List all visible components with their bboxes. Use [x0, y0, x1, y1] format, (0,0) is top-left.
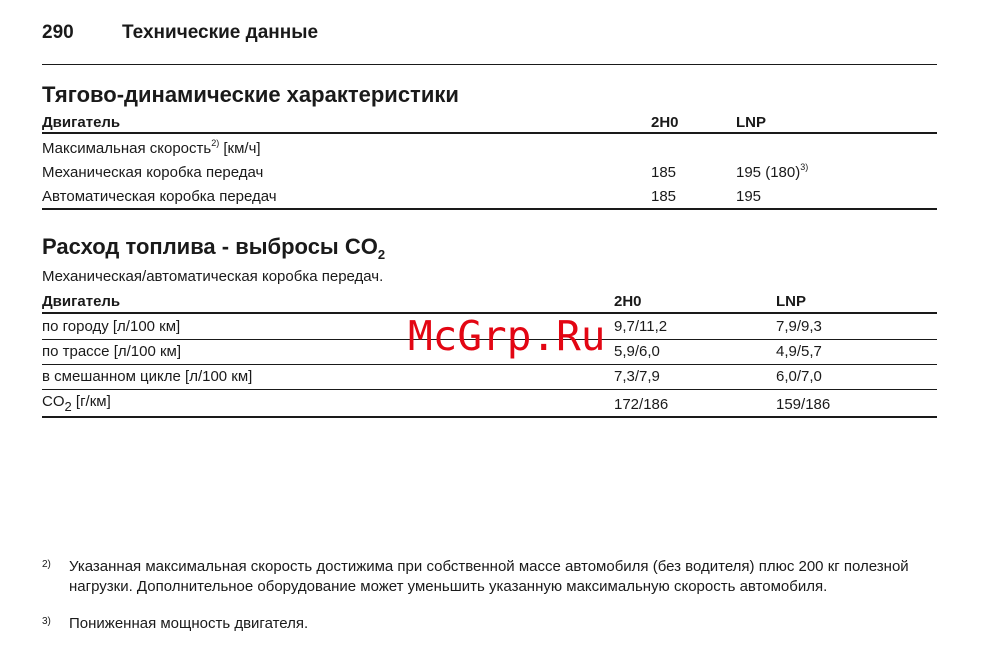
performance-header-2h0: 2H0: [651, 114, 679, 131]
footnote-mark: 2): [42, 559, 51, 570]
table-cell-lnp: 6,0/7,0: [776, 368, 822, 385]
table-row-label: по городу [л/100 км]: [42, 318, 181, 335]
footnote-text: Пониженная мощность двигателя.: [69, 615, 309, 632]
fuel-header-2h0: 2H0: [614, 293, 642, 310]
performance-header-lnp: LNP: [736, 114, 766, 131]
section-title: Технические данные: [122, 22, 319, 43]
fuel-subtitle: Механическая/автоматическая коробка передач.: [42, 268, 384, 285]
footnote-text: Указанная максимальная скорость достижима при собственной массе автомобиля (без водителя) плюс 200 кг полезной нагрузки. Дополнительное оборудование может уменьшить указанную максимальную скорость автомобиля.: [69, 558, 909, 595]
fuel-title: Расход топлива - выбросы $CO_2$: [42, 234, 386, 262]
table-cell-lnp: 4,9/5,7: [776, 343, 822, 360]
row-divider: [42, 364, 937, 365]
watermark-logo: McGrp.Ru: [408, 312, 606, 360]
table-cell-lnp: 195 $(180)^{3)}$: [736, 162, 809, 181]
table-row-label: в смешанном цикле [л/100 км]: [42, 368, 253, 385]
table-row-label: Механическая коробка передач: [42, 164, 264, 181]
table-cell-lnp: 7,9/9,3: [776, 318, 822, 335]
row-divider: [42, 389, 937, 390]
table-cell-2h0: 9,7/11,2: [614, 318, 668, 335]
page-number: 290: [42, 22, 74, 43]
table-cell-2h0: 5,9/6,0: [614, 343, 660, 360]
fuel-header-lnp: LNP: [776, 293, 806, 310]
performance-title: Тягово-динамические характеристики: [42, 82, 459, 107]
table-cell-2h0: 7,3/7,9: [614, 368, 660, 385]
table-cell-lnp: 195: [736, 188, 762, 205]
performance-header-rule: [42, 132, 937, 134]
table-row-label: Автоматическая коробка передач: [42, 188, 277, 205]
table-row-label: Максимальная скорость$^{2)}$ [км/ч]: [42, 138, 261, 157]
fuel-header-engine: Двигатель: [42, 293, 121, 310]
table-row-label: $CO_2$ [г/км]: [42, 393, 111, 414]
footnote-mark: 3): [42, 616, 51, 627]
table-cell-2h0: 185: [651, 188, 677, 205]
table-cell-2h0: 185: [651, 164, 677, 181]
table-cell-lnp: 159/186: [776, 396, 831, 413]
fuel-bottom-rule: [42, 416, 937, 418]
performance-bottom-rule: [42, 208, 937, 210]
header-divider: [42, 64, 937, 65]
table-row-label: по трассе [л/100 км]: [42, 343, 182, 360]
performance-header-engine: Двигатель: [42, 114, 121, 131]
table-cell-2h0: 172/186: [614, 396, 669, 413]
